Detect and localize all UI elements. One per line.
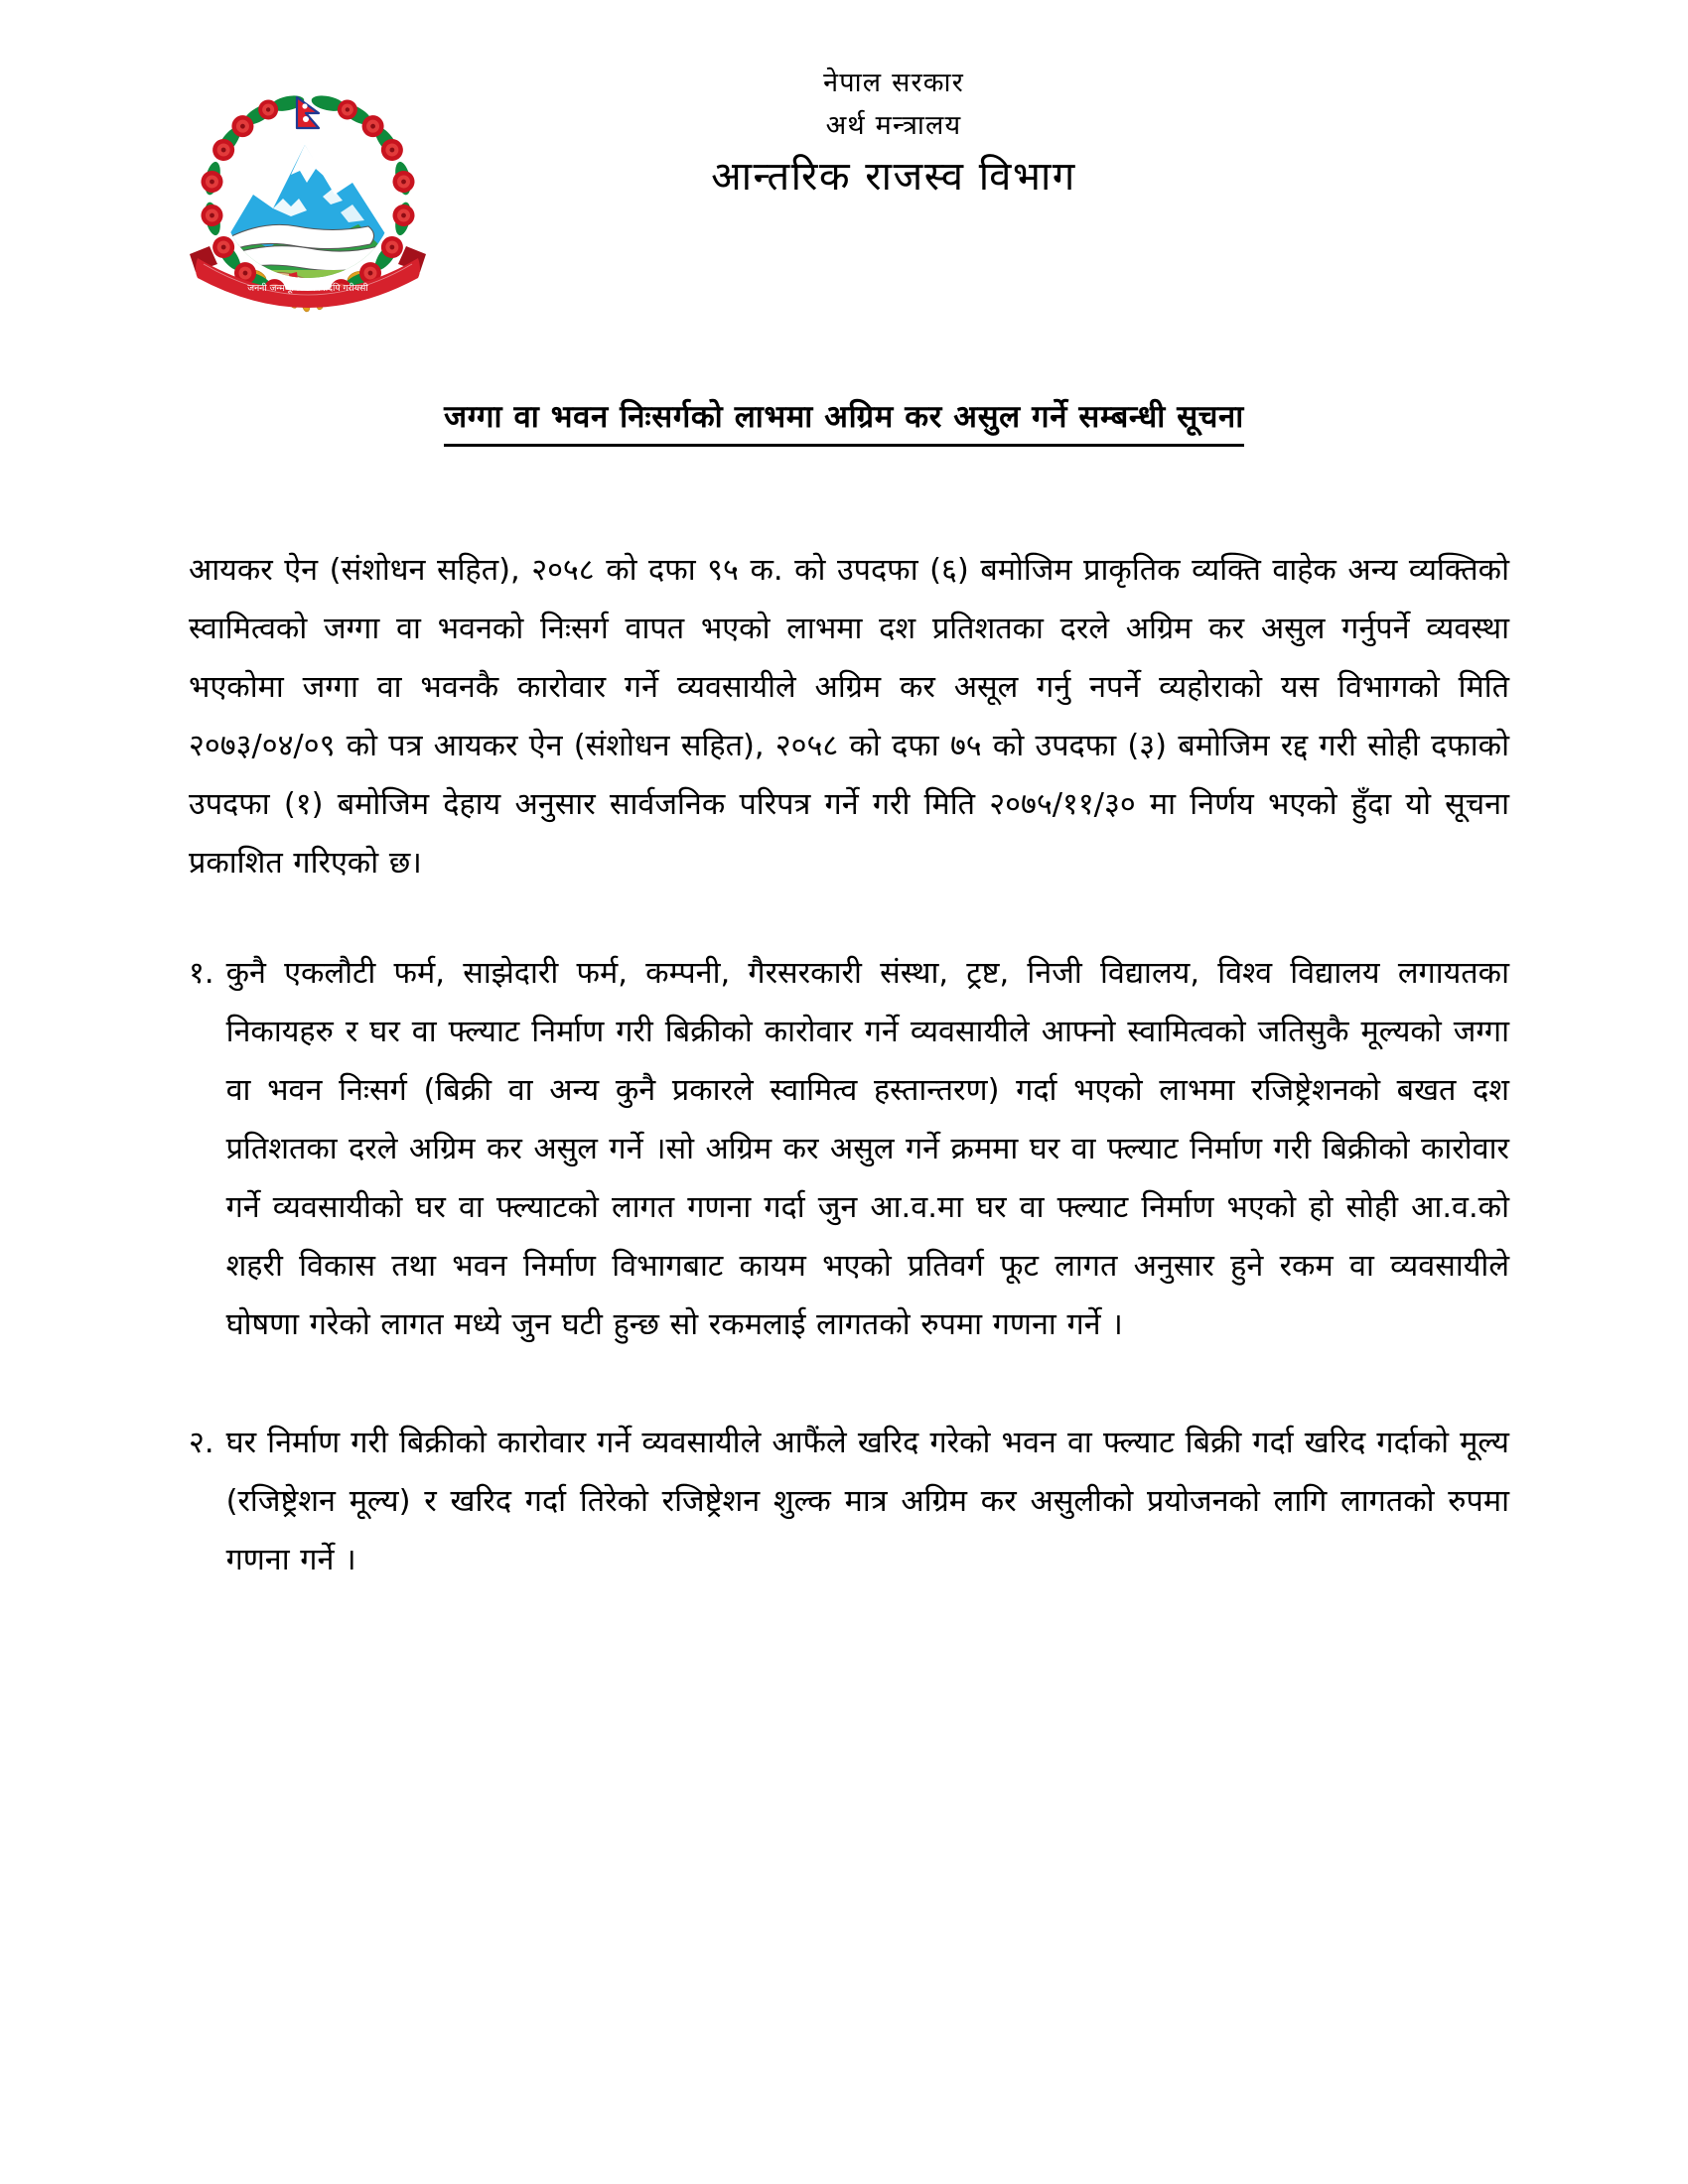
spacer (189, 1354, 1509, 1414)
department-line: आन्तरिक राजस्व विभाग (711, 154, 1076, 200)
ministry-heading-block (616, 68, 1172, 200)
intro-paragraph: आयकर ऐन (संशोधन सहित), २०५८ को दफा ९५ क. को उपदफा (६) बमोजिम प्राकृतिक व्यक्ति वाहेक अन्य व्यक्तिको स्वामित्वको जग्गा वा भवनको निःसर्ग वापत भएको लाभमा दश प्रतिशतका दरले अग्रिम कर असुल गर्नुपर्ने व्यवस्था भएकोमा जग्गा वा भवनकै कारोवार गर्ने व्यवसायीले अग्रिम कर असूल गर्नु नपर्ने व्यहोराको यस विभागको मिति २०७३/०४/०९ को पत्र आयकर ऐन (संशोधन सहित), २०५८ को दफा ७५ को उपदफा (३) बमोजिम रद्द गरी सोही दफाको उपदफा (१) बमोजिम देहाय अनुसार सार्वजनिक परिपत्र गर्ने गरी मिति २०७५/११/३० मा निर्णय भएको हुँदा यो सूचना प्रकाशित गरिएको छ। (189, 553, 1509, 881)
document-title-text: जग्गा वा भवन निःसर्गको लाभमा अग्रिम कर असुल गर्ने सम्बन्धी सूचना (444, 399, 1244, 447)
document-masthead (0, 69, 1688, 328)
item-1-number: १. (189, 956, 214, 991)
document-body (189, 541, 1509, 1589)
emblem-icon (174, 87, 442, 316)
ministry-line: अर्थ मन्त्रालय (825, 110, 962, 141)
motto-text: जननी जन्मभूमिश्च स्वर्गादपि गरीयसी (247, 283, 368, 294)
numbered-item-1 (189, 944, 1509, 1354)
item-2-number: २. (189, 1426, 214, 1460)
spacer (189, 918, 1509, 944)
item-2-text: घर निर्माण गरी बिक्रीको कारोवार गर्ने व्यवसायीले आफैंले खरिद गरेको भवन वा फ्ल्याट बिक्री गर्दा खरिद गर्दाको मूल्य (रजिष्ट्रेशन मूल्य) र खरिद गर्दा तिरेको रजिष्ट्रेशन शुल्क मात्र अग्रिम कर असुलीको प्रयोजनको लागि लागतको रुपमा गणना गर्ने । (225, 1426, 1509, 1577)
document-title (0, 395, 1688, 437)
item-1-text: कुनै एकलौटी फर्म, साझेदारी फर्म, कम्पनी, गैरसरकारी संस्था, ट्रष्ट, निजी विद्यालय, विश्व विद्यालय लगायतका निकायहरु र घर वा फ्ल्याट निर्माण गरी बिक्रीको कारोवार गर्ने व्यवसायीले आफ्नो स्वामित्वको जतिसुकै मूल्यको जग्गा वा भवन निःसर्ग (बिक्री वा अन्य कुनै प्रकारले स्वामित्व हस्तान्तरण) गर्दा भएको लाभमा रजिष्ट्रेशनको बखत दश प्रतिशतका दरले अग्रिम कर असुल गर्ने ।सो अग्रिम कर असुल गर्ने क्रममा घर वा फ्ल्याट निर्माण गरी बिक्रीको कारोवार गर्ने व्यवसायीको घर वा फ्ल्याटको लागत गणना गर्दा जुन आ.व.मा घर वा फ्ल्याट निर्माण भएको हो सोही आ.व.को शहरी विकास तथा भवन निर्माण विभागबाट कायम भएको प्रतिवर्ग फूट लागत अनुसार हुने रकम वा व्यवसायीले घोषणा गरेको लागत मध्ये जुन घटी हुन्छ सो रकमलाई लागतको रुपमा गणना गर्ने । (225, 956, 1509, 1342)
nepal-government-emblem (174, 87, 442, 316)
government-line: नेपाल सरकार (823, 68, 964, 98)
numbered-item-2 (189, 1414, 1509, 1589)
